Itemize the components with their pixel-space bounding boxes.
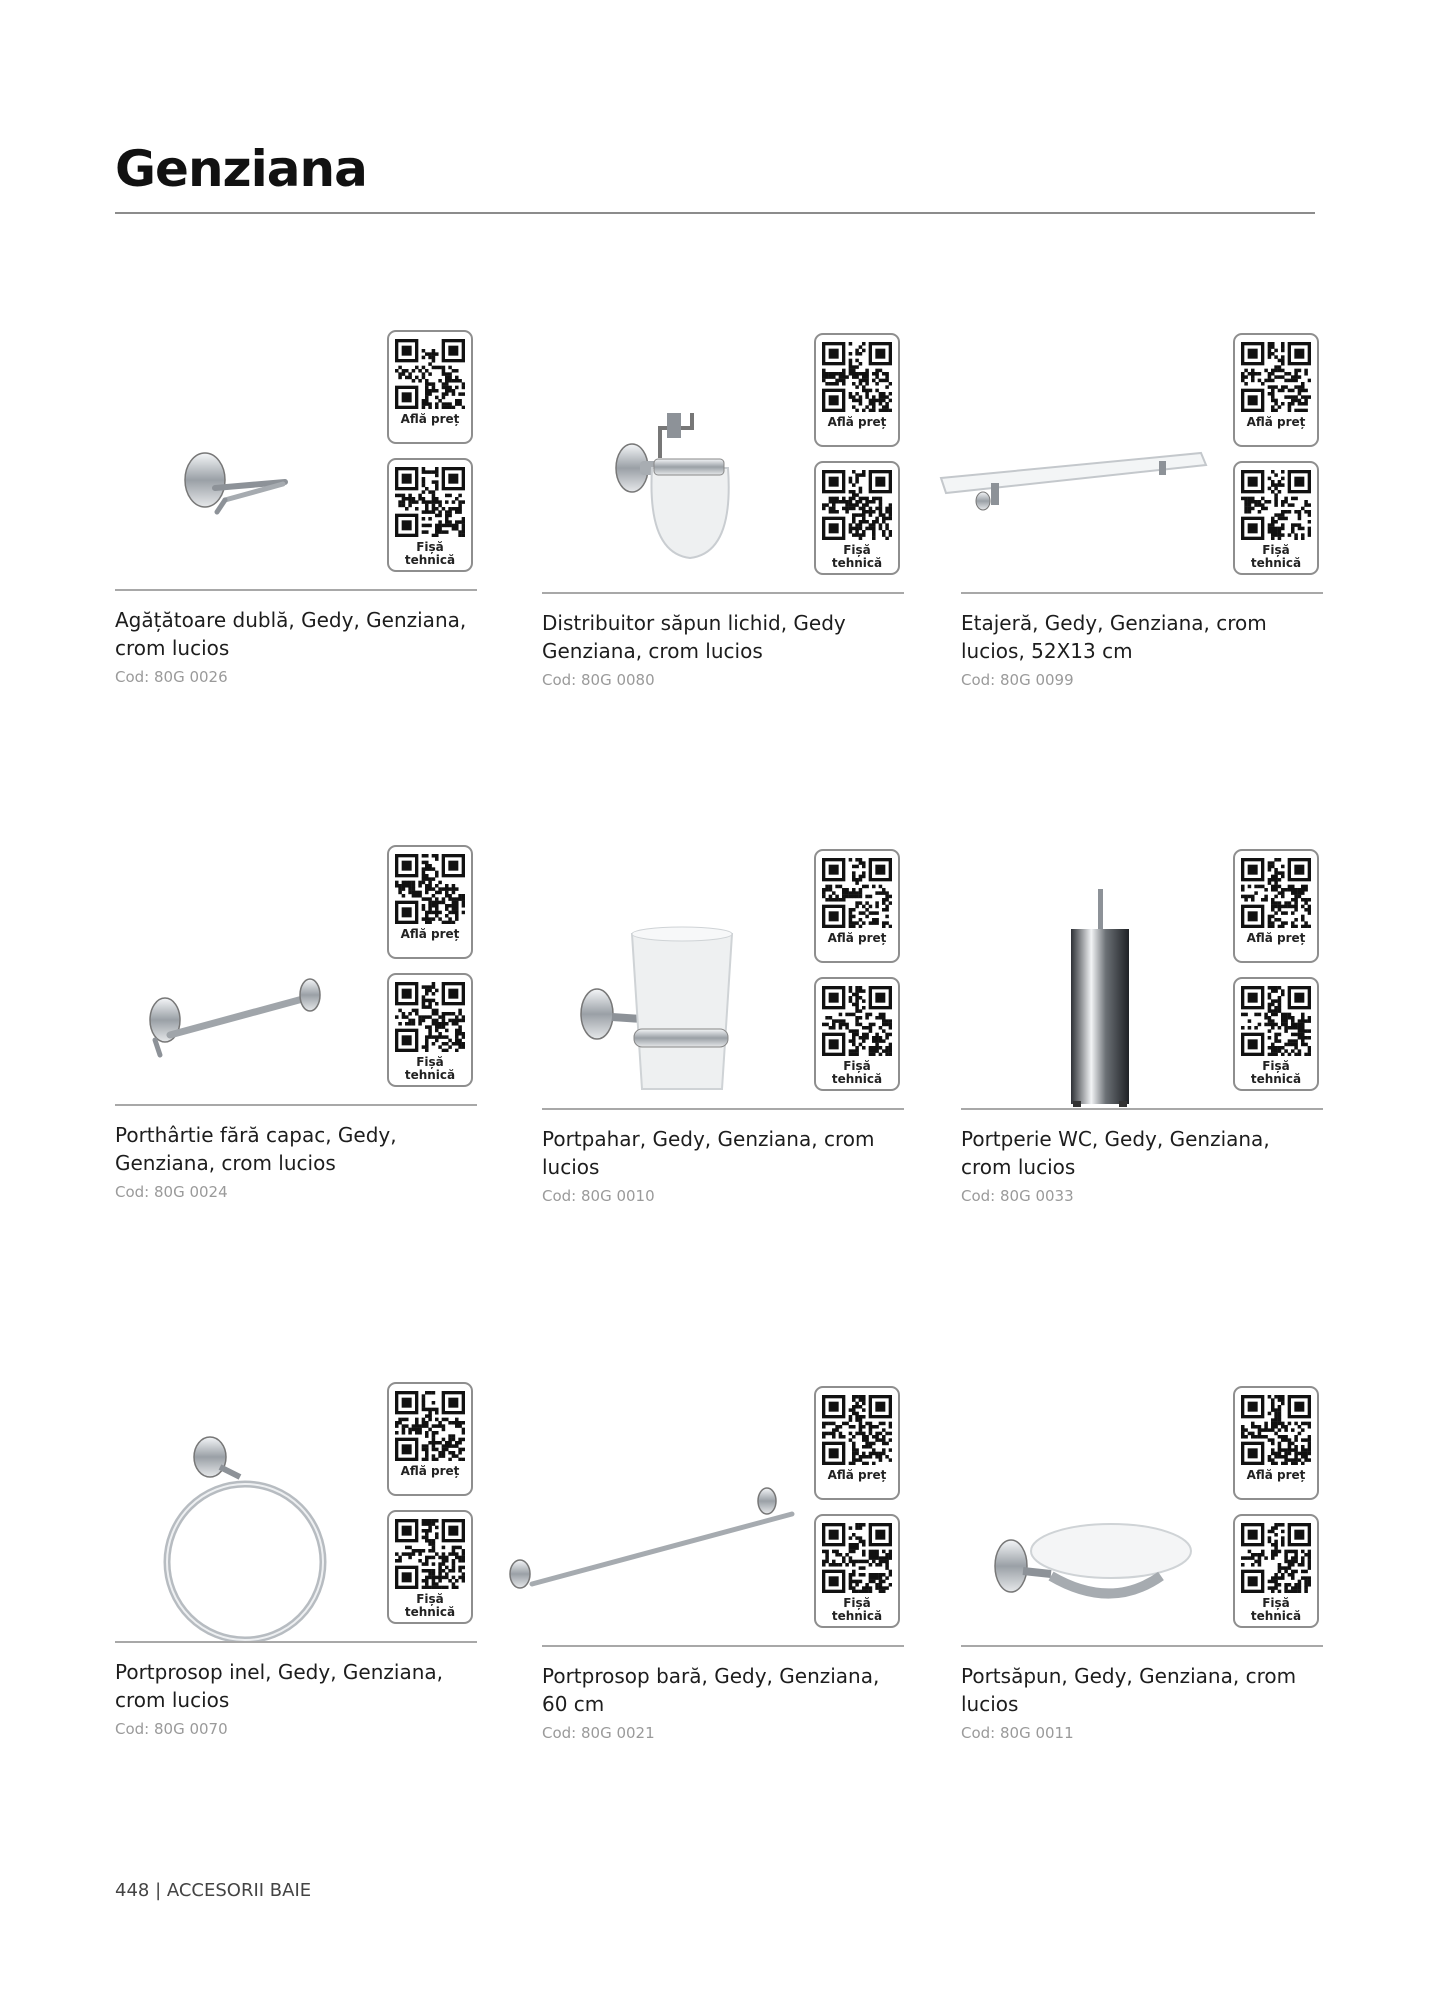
tech-sheet-qr-label: Fișă tehnică [831, 1059, 883, 1086]
product-code: Cod: 80G 0080 [542, 671, 655, 689]
tech-sheet-qr-label: Fișă tehnică [1250, 543, 1302, 570]
card-divider [542, 1645, 904, 1647]
tech-sheet-qr-label: Fișă tehnică [404, 1055, 456, 1082]
qr-code-icon [1241, 342, 1311, 412]
tech-sheet-qr-label: Fișă tehnică [1250, 1059, 1302, 1086]
price-qr-label: Află preț [400, 927, 460, 941]
tech-sheet-qr-button[interactable] [1233, 461, 1319, 575]
double-hook-icon[interactable] [115, 370, 375, 590]
card-divider [115, 1104, 477, 1106]
product-name: Porthârtie fără capac, Gedy, Genziana, crom lucios [115, 1123, 397, 1175]
tech-sheet-qr-label: Fișă tehnică [404, 1592, 456, 1619]
card-divider [961, 592, 1323, 594]
card-divider [115, 589, 477, 591]
qr-code-icon [822, 1395, 892, 1465]
tech-sheet-qr-label: Fișă tehnică [831, 543, 883, 570]
product-name: Portperie WC, Gedy, Genziana, crom lucios [961, 1127, 1270, 1179]
product-name: Portpahar, Gedy, Genziana, crom lucios [542, 1127, 875, 1179]
tech-sheet-qr-label: Fișă tehnică [831, 1596, 883, 1623]
tech-sheet-qr-button[interactable] [814, 977, 900, 1091]
price-qr-label: Află preț [827, 1468, 887, 1482]
product-code: Cod: 80G 0099 [961, 671, 1074, 689]
price-qr-button[interactable] [814, 333, 900, 447]
price-qr-label: Află preț [400, 1464, 460, 1478]
product-name: Portsăpun, Gedy, Genziana, crom lucios [961, 1664, 1297, 1716]
product-card [115, 1382, 477, 1782]
price-qr-button[interactable] [387, 330, 473, 444]
product-code: Cod: 80G 0024 [115, 1183, 228, 1201]
qr-code-icon [1241, 1523, 1311, 1593]
product-name: Portprosop bară, Gedy, Genziana, 60 cm [542, 1664, 880, 1716]
tech-sheet-qr-button[interactable] [814, 1514, 900, 1628]
price-qr-label: Află preț [1246, 415, 1306, 429]
card-divider [961, 1645, 1323, 1647]
card-divider [542, 592, 904, 594]
soap-dish-icon[interactable] [961, 1426, 1221, 1646]
qr-code-icon [395, 1391, 465, 1461]
product-code: Cod: 80G 0026 [115, 668, 228, 686]
product-card [115, 330, 477, 730]
product-card [961, 333, 1323, 733]
qr-code-icon [395, 854, 465, 924]
tech-sheet-qr-button[interactable] [387, 1510, 473, 1624]
qr-code-icon [822, 858, 892, 928]
price-qr-label: Află preț [827, 931, 887, 945]
towel-ring-icon[interactable] [115, 1422, 375, 1642]
price-qr-button[interactable] [814, 1386, 900, 1500]
page-footer: 448 | ACCESORII BAIE [115, 1880, 312, 1901]
tech-sheet-qr-button[interactable] [387, 973, 473, 1087]
card-divider [542, 1108, 904, 1110]
paper-holder-icon[interactable] [115, 885, 375, 1105]
page-title: Genziana [115, 140, 367, 198]
qr-code-icon [822, 1523, 892, 1593]
tech-sheet-qr-button[interactable] [814, 461, 900, 575]
qr-code-icon [822, 342, 892, 412]
price-qr-button[interactable] [1233, 849, 1319, 963]
qr-code-icon [395, 1519, 465, 1589]
product-card [542, 1386, 904, 1786]
price-qr-label: Află preț [400, 412, 460, 426]
qr-code-icon [1241, 858, 1311, 928]
product-name: Distribuitor săpun lichid, Gedy Genziana, crom lucios [542, 611, 846, 663]
product-card [542, 849, 904, 1249]
product-code: Cod: 80G 0033 [961, 1187, 1074, 1205]
card-divider [115, 1641, 477, 1643]
product-card [542, 333, 904, 733]
product-name: Portprosop inel, Gedy, Genziana, crom lucios [115, 1660, 444, 1712]
tech-sheet-qr-button[interactable] [1233, 977, 1319, 1091]
qr-code-icon [395, 982, 465, 1052]
qr-code-icon [822, 470, 892, 540]
product-card [961, 1386, 1323, 1786]
towel-bar-icon[interactable] [492, 1426, 812, 1646]
qr-code-icon [1241, 1395, 1311, 1465]
tech-sheet-qr-label: Fișă tehnică [404, 540, 456, 567]
product-code: Cod: 80G 0021 [542, 1724, 655, 1742]
tech-sheet-qr-button[interactable] [1233, 1514, 1319, 1628]
price-qr-button[interactable] [387, 845, 473, 959]
product-code: Cod: 80G 0010 [542, 1187, 655, 1205]
qr-code-icon [1241, 986, 1311, 1056]
product-name: Etajeră, Gedy, Genziana, crom lucios, 52X13 cm [961, 611, 1267, 663]
card-divider [961, 1108, 1323, 1110]
price-qr-label: Află preț [1246, 931, 1306, 945]
product-code: Cod: 80G 0011 [961, 1724, 1074, 1742]
toilet-brush-icon[interactable] [961, 889, 1221, 1109]
price-qr-label: Află preț [827, 415, 887, 429]
product-card [961, 849, 1323, 1249]
price-qr-button[interactable] [1233, 333, 1319, 447]
glass-shelf-icon[interactable] [921, 373, 1221, 593]
qr-code-icon [395, 339, 465, 409]
product-name: Agățătoare dublă, Gedy, Genziana, crom lucios [115, 608, 467, 660]
price-qr-label: Află preț [1246, 1468, 1306, 1482]
qr-code-icon [1241, 470, 1311, 540]
price-qr-button[interactable] [1233, 1386, 1319, 1500]
tech-sheet-qr-button[interactable] [387, 458, 473, 572]
soap-dispenser-icon[interactable] [542, 373, 802, 593]
qr-code-icon [822, 986, 892, 1056]
product-code: Cod: 80G 0070 [115, 1720, 228, 1738]
glass-holder-icon[interactable] [542, 889, 802, 1109]
price-qr-button[interactable] [814, 849, 900, 963]
qr-code-icon [395, 467, 465, 537]
price-qr-button[interactable] [387, 1382, 473, 1496]
product-card [115, 845, 477, 1245]
tech-sheet-qr-label: Fișă tehnică [1250, 1596, 1302, 1623]
